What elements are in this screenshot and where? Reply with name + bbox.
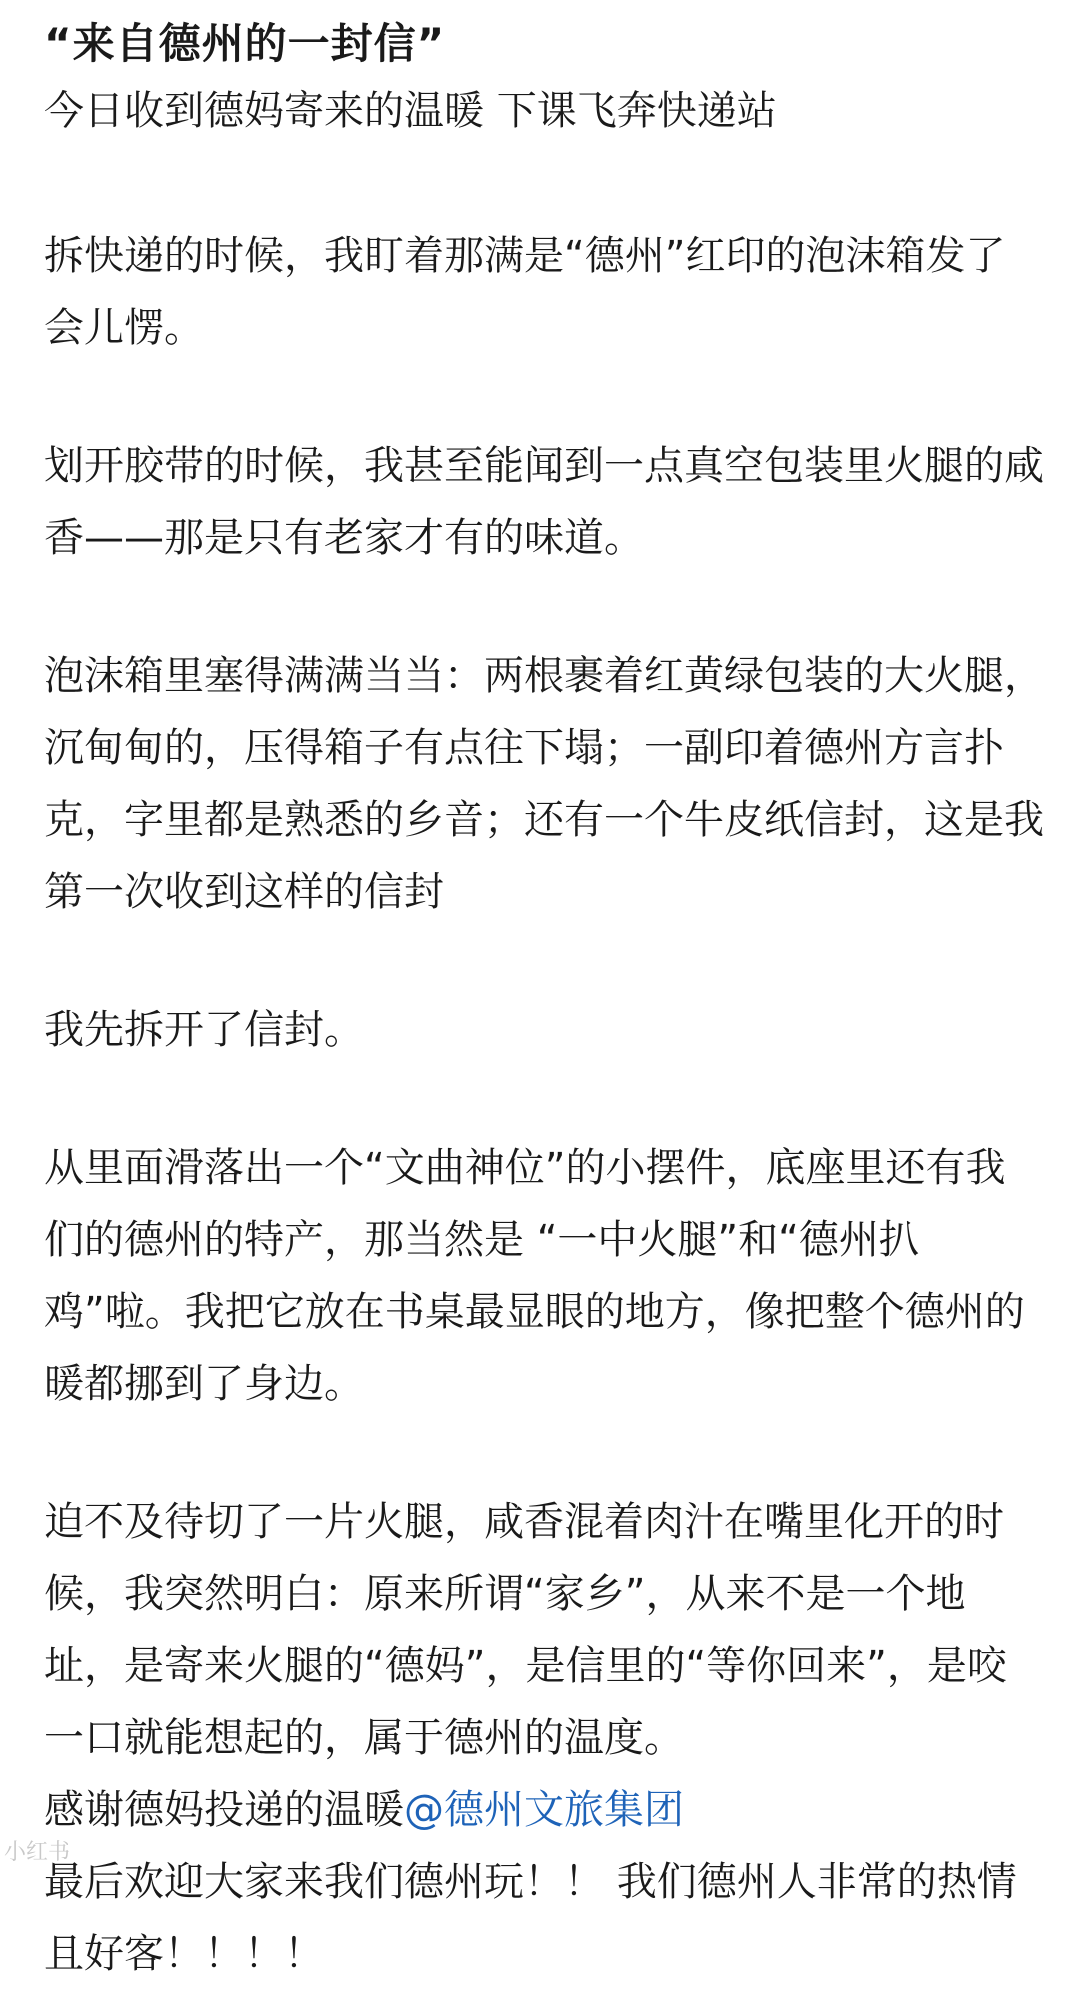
thanks-line <box>44 1774 1044 1846</box>
paragraph-2: 划开胶带的时候，我甚至能闻到一点真空包装里火腿的咸香——那是只有老家才有的味道。 <box>44 443 1044 561</box>
closing-text: 最后欢迎大家来我们德州玩！！ 我们德州人非常的热情且好客！！！！ <box>44 1859 1017 1977</box>
paragraph-1: 拆快递的时候，我盯着那满是“德州”红印的泡沫箱发了会儿愣。 <box>44 233 1006 351</box>
paragraph-3: 泡沫箱里塞得满满当当：两根裹着红黄绿包装的大火腿，沉甸甸的，压得箱子有点往下塌；一副印着德州方言扑克，字里都是熟悉的乡音；还有一个牛皮纸信封，这是我第一次收到这样的信封 <box>44 653 1044 915</box>
watermark-logo: 小红书 <box>4 1840 71 1865</box>
paragraph-5: 从里面滑落出一个“文曲神位”的小摆件，底座里还有我们的德州的特产，那当然是 “一中火腿”和“德州扒鸡”啦。我把它放在书桌最显眼的地方，像把整个德州的暖都挪到了身边。 <box>44 1145 1025 1407</box>
post-subtitle: 今日收到德妈寄来的温暖 下课飞奔快递站 <box>44 88 777 134</box>
post-content <box>44 14 1044 1990</box>
thanks-text: 感谢德妈投递的温暖 <box>44 1787 404 1833</box>
paragraph-6: 迫不及待切了一片火腿，咸香混着肉汁在嘴里化开的时候，我突然明白：原来所谓“家乡”，从来不是一个地址，是寄来火腿的“德妈”，是信里的“等你回来”，是咬一口就能想起的，属于德州的温度。 <box>44 1499 1007 1761</box>
paragraph-4: 我先拆开了信封。 <box>44 1007 364 1053</box>
mention-link[interactable]: @德州文旅集团 <box>404 1787 684 1833</box>
post-title: “来自德州的一封信” <box>44 19 446 68</box>
